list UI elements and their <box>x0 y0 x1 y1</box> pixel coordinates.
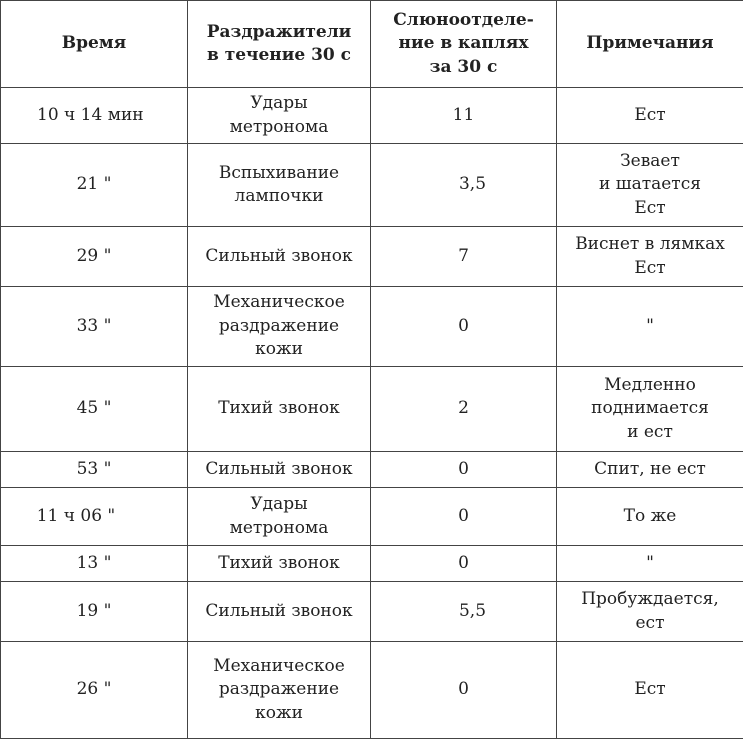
table-row <box>1 642 743 739</box>
note-cell: То же <box>557 488 743 546</box>
drops-cell: 2 <box>371 367 557 452</box>
note-cell: Спит, не ест <box>557 452 743 488</box>
header-stimulus: Раздражители в течение 30 с <box>188 1 371 88</box>
time-cell: 10 ч 14 мин <box>1 88 188 144</box>
table-row <box>1 88 743 144</box>
time-cell: 26 " <box>1 642 188 739</box>
header-notes: Примечания <box>557 1 743 88</box>
note-cell: Виснет в лямках Ест <box>557 227 743 287</box>
drops-cell: 0 <box>371 452 557 488</box>
stimulus-cell: Механическое раздражение кожи <box>188 287 371 367</box>
note-cell: " <box>557 546 743 582</box>
time-cell: 19 " <box>1 582 188 642</box>
stimulus-cell: Тихий звонок <box>188 546 371 582</box>
table-row <box>1 452 743 488</box>
time-cell: 33 " <box>1 287 188 367</box>
drops-cell: 7 <box>371 227 557 287</box>
time-cell: 21 " <box>1 144 188 227</box>
drops-cell: 0 <box>371 546 557 582</box>
header-row <box>1 1 743 88</box>
stimulus-cell: Вспыхивание лампочки <box>188 144 371 227</box>
drops-cell: 3,5 <box>371 144 557 227</box>
stimulus-cell: Сильный звонок <box>188 582 371 642</box>
table-row <box>1 227 743 287</box>
header-salivation: Слюноотделе- ние в каплях за 30 с <box>371 1 557 88</box>
stimulus-cell: Удары метронома <box>188 88 371 144</box>
time-cell: 29 " <box>1 227 188 287</box>
note-cell: " <box>557 287 743 367</box>
note-cell: Зевает и шатается Ест <box>557 144 743 227</box>
note-cell: Ест <box>557 642 743 739</box>
note-cell: Ест <box>557 88 743 144</box>
table-row <box>1 144 743 227</box>
table-row <box>1 582 743 642</box>
note-cell: Медленно поднимается и ест <box>557 367 743 452</box>
drops-cell: 11 <box>371 88 557 144</box>
table-row <box>1 367 743 452</box>
drops-cell: 0 <box>371 287 557 367</box>
time-cell: 11 ч 06 " <box>1 488 188 546</box>
note-cell: Пробуждается, ест <box>557 582 743 642</box>
header-time: Время <box>1 1 188 88</box>
stimulus-cell: Удары метронома <box>188 488 371 546</box>
stimulus-cell: Сильный звонок <box>188 227 371 287</box>
drops-cell: 0 <box>371 642 557 739</box>
stimulus-cell: Сильный звонок <box>188 452 371 488</box>
drops-cell: 0 <box>371 488 557 546</box>
time-cell: 53 " <box>1 452 188 488</box>
time-cell: 45 " <box>1 367 188 452</box>
stimulus-cell: Механическое раздражение кожи <box>188 642 371 739</box>
time-cell: 13 " <box>1 546 188 582</box>
table-row <box>1 488 743 546</box>
table-row <box>1 546 743 582</box>
table-row <box>1 287 743 367</box>
drops-cell: 5,5 <box>371 582 557 642</box>
stimulus-cell: Тихий звонок <box>188 367 371 452</box>
